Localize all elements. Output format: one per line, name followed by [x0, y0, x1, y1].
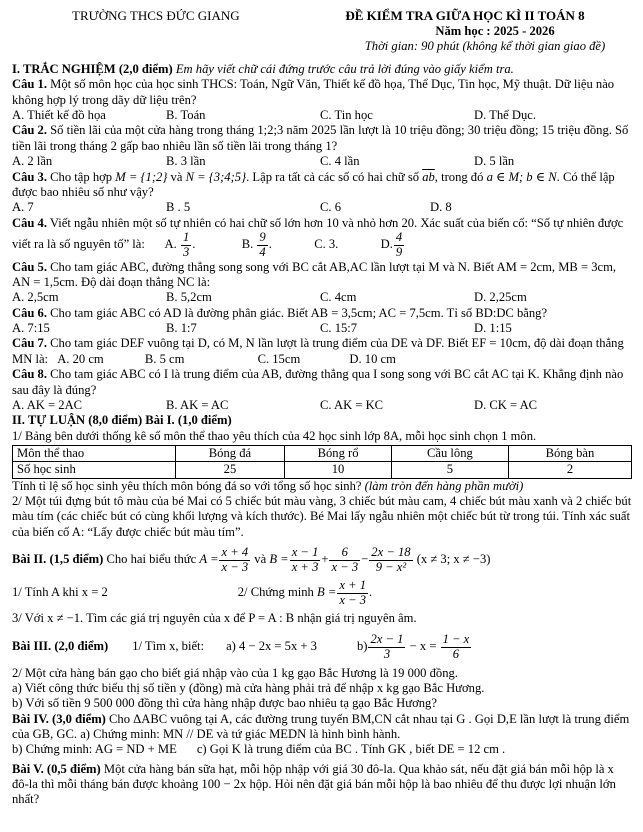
question-text: Cho tam giác ABC có I là trung điểm của AB, đường thẳng qua I song song với BC cắt AC tại K. Khẳng định nào sau đây là đúng?	[12, 367, 624, 397]
option-d: D. 8	[430, 200, 452, 215]
bai2-question-2: 2/ Chứng minh	[237, 585, 317, 600]
bai4-part-a: a) Chứng minh: MN // DE và tứ giác MEDN là hình bình hành.	[77, 726, 401, 741]
option-a: A. AK = 2AC	[12, 397, 83, 412]
bai4-part-b: b) Chứng minh: AG = ND + ME	[12, 742, 177, 757]
fraction	[369, 546, 412, 575]
bai3-statement	[12, 633, 632, 662]
question-text: . Lập ra tất cả các số có hai chữ số	[246, 169, 423, 184]
set-n: N = {3;4;5}	[185, 169, 247, 184]
fraction	[219, 546, 250, 575]
question-8	[12, 367, 632, 398]
table-header-row	[13, 445, 632, 461]
denominator: 3	[383, 646, 391, 661]
option-b: B . 5	[166, 200, 191, 215]
question-label: Câu 7.	[12, 336, 47, 351]
option-b: B. 5 cm	[144, 351, 185, 366]
option-c: C. AK = KC	[320, 397, 384, 412]
question-2	[12, 123, 632, 154]
bai2-statement: Bài II. (1,5 điểm) Cho hai biểu thức A = $\frac{x + 4}{x - 3}$ và B = $\frac{x - 1}{x + 3}$ + $\frac{6}{x - 3}$ − $\frac{2x - 18}{\text{9 − x²}}$ (x ≠ 3; x ≠ −3)	[12, 545, 491, 574]
part1-instruction: Em hãy viết chữ cái đứng trước câu trả lời đúng vào giấy kiểm tra.	[172, 62, 514, 76]
question-text: Cho tập hợp	[47, 169, 116, 184]
question-4	[12, 216, 632, 260]
set-m: M = {1;2}	[115, 169, 168, 184]
numerator: 1	[182, 229, 190, 244]
option-d: D. 5 lần	[474, 154, 515, 169]
numerator: x + 4	[221, 545, 249, 560]
question-label: Câu 4.	[12, 215, 47, 230]
option-d-label: D.	[380, 237, 393, 252]
question-3-options	[12, 200, 632, 215]
denominator: x − 3	[331, 559, 359, 574]
option-d: D. CK = AC	[474, 397, 538, 412]
part2-heading: II. TỰ LUẬN (8,0 điểm)	[12, 413, 143, 428]
question-label: Câu 6.	[12, 305, 47, 320]
bai3-question-2a: a) Viết công thức biểu thị số tiền y (đồng) mà cửa hàng phải trả để nhập x kg gạo Bắc Hương.	[12, 680, 485, 695]
option-a: A. $\frac{1}{3}$ .	[164, 229, 196, 259]
question-1	[12, 77, 632, 108]
table-row	[13, 462, 632, 478]
fraction	[394, 231, 404, 260]
table-cell: 25	[175, 462, 285, 478]
option-b: B. $\frac{9}{4}$ .	[241, 229, 272, 259]
denominator: x − 3	[221, 559, 249, 574]
numerator: x + 1	[339, 577, 367, 592]
numerator: 2x − 1	[370, 631, 404, 646]
option-b: B. 5,2cm	[166, 290, 212, 305]
option-b: B. 3 lần	[166, 154, 206, 169]
option-d: D. 1:15	[474, 321, 512, 336]
denominator: 3	[182, 244, 190, 259]
question-text: , trong đó	[434, 169, 487, 184]
bai3-part-b-label: b)	[356, 639, 368, 654]
bai5-label: Bài V. (0,5 điểm)	[12, 761, 101, 776]
exam-content	[12, 62, 632, 808]
number-ab: $\overline{ab}$	[422, 169, 435, 184]
school-name: TRƯỜNG THCS ĐỨC GIANG	[72, 8, 240, 23]
bai2-label: Bài II. (1,5 điểm)	[12, 552, 104, 567]
option-c: C. 4cm	[320, 290, 357, 305]
rounding-note: (làm tròn đến hàng phần mười)	[361, 478, 524, 493]
question-2-options	[12, 154, 632, 169]
fraction	[181, 231, 191, 260]
expr-a-name: A =	[199, 552, 219, 567]
bai3-question-2b: b) Với số tiền 9 500 000 đồng thì cửa hàng nhập được bao nhiêu tạ gạo Bắc Hương?	[12, 696, 437, 711]
table-cell: 10	[285, 462, 392, 478]
question-text: Cho tam giác ABC có AD là đường phân giác. Biết AB = 3,5cm; AC = 7,5cm. Tỉ số BD:DC bằng?	[47, 305, 548, 320]
table-header-cell: Cầu lông	[391, 445, 508, 461]
denominator: x − 3	[339, 592, 367, 607]
option-d: D. 2,25cm	[474, 290, 527, 305]
question-7	[12, 336, 632, 367]
option-d: D. 10 cm	[349, 351, 396, 366]
numerator: 2x − 18	[371, 545, 411, 560]
bai1-question-2: 2/ Một túi đựng bút tô màu của bé Mai có 5 chiếc bút màu vàng, 3 chiếc bút màu cam, 4 chiếc bút màu xanh và 2 chiếc bút màu tím (các chiếc bút có cùng khối lượng và kích thước). Bé Mai lấy ngẫu nhiên một chiếc bút từ trong túi. Tính xác suất của biến cố A: “Lấy được chiếc bút màu tím”.	[12, 494, 632, 539]
option-c: C. 15cm	[257, 351, 301, 366]
option-a: A. 7	[12, 200, 34, 215]
denominator: 4	[259, 244, 266, 259]
table-header-cell: Bóng đá	[175, 445, 285, 461]
option-d	[380, 229, 406, 259]
question-text: và	[254, 552, 270, 567]
option-a: A. Thiết kế đồ họa	[12, 108, 106, 123]
question-5-options	[12, 290, 632, 305]
question-3	[12, 170, 632, 201]
fraction	[337, 579, 368, 608]
question-text: Cho hai biểu thức	[103, 552, 200, 567]
fraction	[441, 633, 472, 662]
option-a: A. 7:15	[12, 321, 50, 336]
question-text: Cho tam giác DEF vuông tại D, có M, N lần lượt là trung điểm của DE và DF. Biết EF = 10cm, độ dài đoạn thẳng MN là:	[12, 336, 624, 366]
question-text: . Có thể lập được bao nhiêu số như vậy?	[12, 169, 615, 199]
sports-table	[12, 445, 632, 479]
condition: (x ≠ 3; x ≠ −3)	[416, 552, 491, 567]
option-c: C. 3.	[314, 237, 339, 252]
denominator: 9	[395, 244, 403, 259]
numerator: 6	[329, 546, 360, 561]
option-b: B. 1:7	[166, 321, 197, 336]
part2-heading-line	[12, 413, 632, 428]
option-a: A. 2,5cm	[12, 290, 59, 305]
bai4-parts-bc	[12, 742, 632, 757]
bai3-label: Bài III. (2,0 điểm)	[12, 639, 109, 654]
bai4-statement	[12, 712, 632, 743]
option-d: D. Thể Dục.	[474, 108, 537, 123]
numerator: 9	[259, 229, 266, 244]
table-header-cell: Bóng bàn	[508, 445, 631, 461]
part1-heading: I. TRẮC NGHIỆM (2,0 điểm)	[12, 62, 173, 76]
table-cell: 5	[391, 462, 508, 478]
question-8-options	[12, 398, 632, 413]
question-text: Số tiền lãi của một cửa hàng trong tháng 1;2;3 năm 2025 lần lượt là 10 triệu đồng; 30 triệu đồng; 15 triệu đồng. Số tiền lãi trong tháng 2 gấp bao nhiêu lần số tiền lãi trong tháng 1?	[12, 123, 629, 153]
bai2-question-3: 3/ Với x ≠ −1. Tìm các giá trị nguyên của x để P = A : B nhận giá trị nguyên âm.	[12, 611, 417, 626]
bai1-label: Bài I. (1,0 điểm)	[145, 413, 232, 428]
option-c: C. Tin học	[320, 108, 373, 123]
bai4-label: Bài IV. (3,0 điểm)	[12, 711, 106, 726]
option-b: B. Toán	[166, 108, 206, 123]
denominator: 6	[452, 646, 460, 661]
question-label: Câu 5.	[12, 259, 47, 274]
denominator: 9 − x²	[375, 559, 407, 574]
denominator: x + 3	[291, 559, 319, 574]
question-6	[12, 306, 632, 321]
question-text: Một số môn học của học sinh THCS: Toán, Ngữ Văn, Thiết kế đồ họa, Thể Dục, Tin học, Mỹ thuật. Dữ liệu nào không hợp lý trong dãy dữ liệu trên?	[12, 77, 615, 107]
question-text: Tính tỉ lệ số học sinh yêu thích môn bóng đá so với tổng số học sinh?	[12, 478, 362, 493]
bai4-part-c: c) Gọi K là trung điểm của BC . Tính GK , biết DE = 12 cm .	[196, 742, 506, 757]
bai3-question-2: 2/ Một cửa hàng bán gạo cho biết giá nhập vào của 1 kg gạo Bắc Hương là 19 000 đồng.	[12, 665, 458, 680]
bai1-question-1b	[12, 479, 632, 494]
question-1-options	[12, 108, 632, 123]
question-6-options	[12, 321, 632, 336]
option-b-label: B.	[241, 237, 254, 252]
bai1-question-1: 1/ Bảng bên dưới thống kê số môn thể thao yêu thích của 42 học sinh lớp 8A, mỗi học sinh chọn 1 môn.	[12, 428, 537, 443]
bai2-questions-12: 1/ Tính A khi x = 2 2/ Chứng minh B = $\frac{x + 1}{x - 3}$ .	[12, 577, 373, 607]
question-label: Câu 8.	[12, 367, 47, 382]
equation-middle: − x =	[409, 639, 437, 654]
bai2-question-1: 1/ Tính A khi x = 2	[12, 585, 108, 600]
question-text: Viết ngẫu nhiên một số tự nhiên có hai chữ số lớn hơn 10 và nhỏ hơn 20. Xác suất của biến cố: “Số tự nhiên được viết ra là số nguyên tố” là:	[12, 215, 624, 252]
bai5-statement	[12, 762, 632, 808]
fraction	[368, 633, 405, 662]
question-text: Cho ΔABC vuông tại A, các đường trung tuyến BM,CN cắt nhau tại G . Gọi D,E lần lượt là trung điểm của GB, GC.	[12, 711, 630, 741]
school-year: Năm học : 2025 - 2026	[435, 23, 555, 38]
question-text: và	[167, 169, 186, 184]
condition: a ∈ M; b ∈ N	[486, 169, 557, 184]
option-a: A. 20 cm	[57, 351, 104, 366]
option-c: C. 4 lần	[320, 154, 360, 169]
fraction	[329, 546, 360, 575]
question-text: Một cửa hàng bán sữa hạt, mỗi hộp nhập với giá 30 đô-la. Qua khảo sát, nếu đặt giá bán mỗi hộp là x đô-la thì mỗi tháng bán được khoảng 100 − 2x hộp. Hỏi nên đặt giá bán mỗi hộp là bao nhiêu để thu được lợi nhuận lớn nhất?	[12, 761, 616, 807]
table-cell: 2	[508, 462, 631, 478]
time-note: Thời gian: 90 phút (không kể thời gian giao đề)	[364, 39, 606, 54]
table-cell: Số học sinh	[13, 462, 176, 478]
question-label: Câu 3.	[12, 169, 47, 184]
question-label: Câu 1.	[12, 77, 47, 92]
option-c: C. 6	[320, 200, 341, 215]
expr-b-name: B =	[269, 552, 289, 567]
exam-header	[300, 8, 630, 55]
option-a: A. 2 lần	[12, 154, 53, 169]
question-text: Cho tam giác ABC, đường thẳng song song với BC cắt AB,AC lần lượt tại M và N. Biết AM = 2cm, MB = 3cm, AN = 1,5cm. Độ dài đoạn thẳng NC là:	[12, 259, 617, 289]
fraction	[257, 231, 267, 260]
table-header-cell: Bóng rổ	[285, 445, 392, 461]
question-label: Câu 2.	[12, 123, 47, 138]
question-5	[12, 260, 632, 291]
table-header-cell: Môn thể thao	[13, 445, 176, 461]
numerator: 4	[395, 229, 403, 244]
exam-title: ĐỀ KIỂM TRA GIỮA HỌC KÌ II TOÁN 8	[345, 8, 585, 23]
option-c: C. 15:7	[320, 321, 358, 336]
numerator: x − 1	[291, 545, 319, 560]
fraction	[290, 546, 321, 575]
expr-b-name: B =	[317, 585, 337, 600]
bai3-part-a: a) 4 − 2x = 5x + 3	[226, 639, 317, 654]
numerator: 1 − x	[442, 631, 470, 646]
option-b: B. AK = AC	[166, 397, 229, 412]
part1-heading-line	[12, 62, 632, 77]
option-a-label: A.	[164, 237, 177, 252]
bai3-question-1: 1/ Tìm x, biết:	[132, 639, 205, 654]
